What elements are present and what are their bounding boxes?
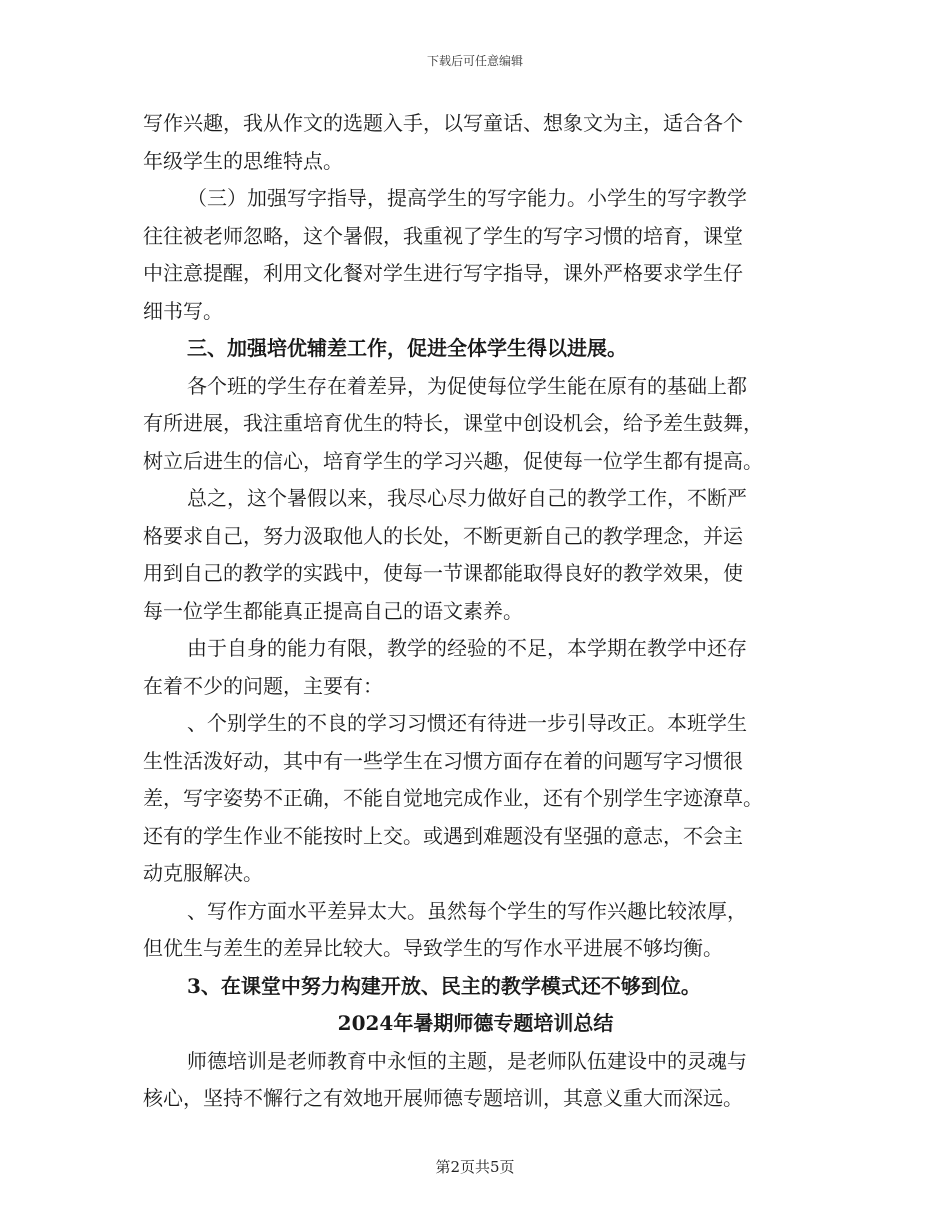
- document-body: [143, 105, 808, 1118]
- section-heading: 三、加强培优辅差工作，促进全体学生得以进展。: [187, 336, 627, 360]
- body-line: 每一位学生都能真正提高自己的语文素养。: [143, 598, 523, 623]
- body-line: 格要求自己，努力汲取他人的长处，不断更新自己的教学理念，并运: [143, 523, 743, 548]
- body-line: 、个别学生的不良的学习习惯还有待进一步引导改正。本班学生: [187, 711, 747, 735]
- page-number: 第2页共5页: [435, 1158, 515, 1176]
- body-line: 动克服解决。: [143, 861, 263, 885]
- body-line: 年级学生的思维特点。: [143, 148, 343, 173]
- body-line: 有所进展，我注重培育优生的特长，课堂中创设机会，给予差生鼓舞，: [143, 411, 763, 435]
- body-line: 但优生与差生的差异比较大。导致学生的写作水平进展不够均衡。: [143, 936, 723, 960]
- body-line: 、写作方面水平差异太大。虽然每个学生的写作兴趣比较浓厚，: [187, 898, 747, 923]
- body-line: 生性活泼好动，其中有一些学生在习惯方面存在着的问题写字习惯很: [143, 748, 743, 773]
- body-line: 师德培训是老师教育中永恒的主题，是老师队伍建设中的灵魂与: [187, 1048, 747, 1073]
- body-line: 总之，这个暑假以来，我尽心尽力做好自己的教学工作，不断严: [187, 486, 747, 510]
- body-line: （三）加强写字指导，提高学生的写字能力。小学生的写字教学: [187, 186, 747, 210]
- body-line: 往往被老师忽略，这个暑假，我重视了学生的写字习惯的培育，课堂: [143, 223, 743, 248]
- body-line: 各个班的学生存在着差异，为促使每位学生能在原有的基础上都: [187, 373, 747, 398]
- body-line: 核心，坚持不懈行之有效地开展师德专题培训，其意义重大而深远。: [143, 1086, 743, 1110]
- body-line: 细书写。: [143, 298, 223, 323]
- body-line: 写作兴趣，我从作文的选题入手，以写童话、想象文为主，适合各个: [143, 111, 743, 135]
- body-line: 在着不少的问题，主要有：: [143, 673, 383, 698]
- document-title: 2024年暑期师德专题培训总结: [337, 1011, 614, 1035]
- body-line: 用到自己的教学的实践中，使每一节课都能取得良好的教学效果，使: [143, 561, 743, 585]
- body-line: 中注意提醒，利用文化餐对学生进行写字指导，课外严格要求学生仔: [143, 261, 743, 285]
- body-line: 差，写字姿势不正确，不能自觉地完成作业，还有个别学生字迹潦草。: [143, 786, 763, 810]
- page-header-note: 下载后可任意编辑: [426, 54, 523, 68]
- section-heading: 3、在课堂中努力构建开放、民主的教学模式还不够到位。: [187, 973, 701, 998]
- body-line: 树立后进生的信心，培育学生的学习兴趣，促使每一位学生都有提高。: [143, 448, 763, 473]
- body-line: 由于自身的能力有限，教学的经验的不足，本学期在教学中还存: [187, 636, 747, 660]
- body-line: 还有的学生作业不能按时上交。或遇到难题没有坚强的意志，不会主: [143, 823, 743, 848]
